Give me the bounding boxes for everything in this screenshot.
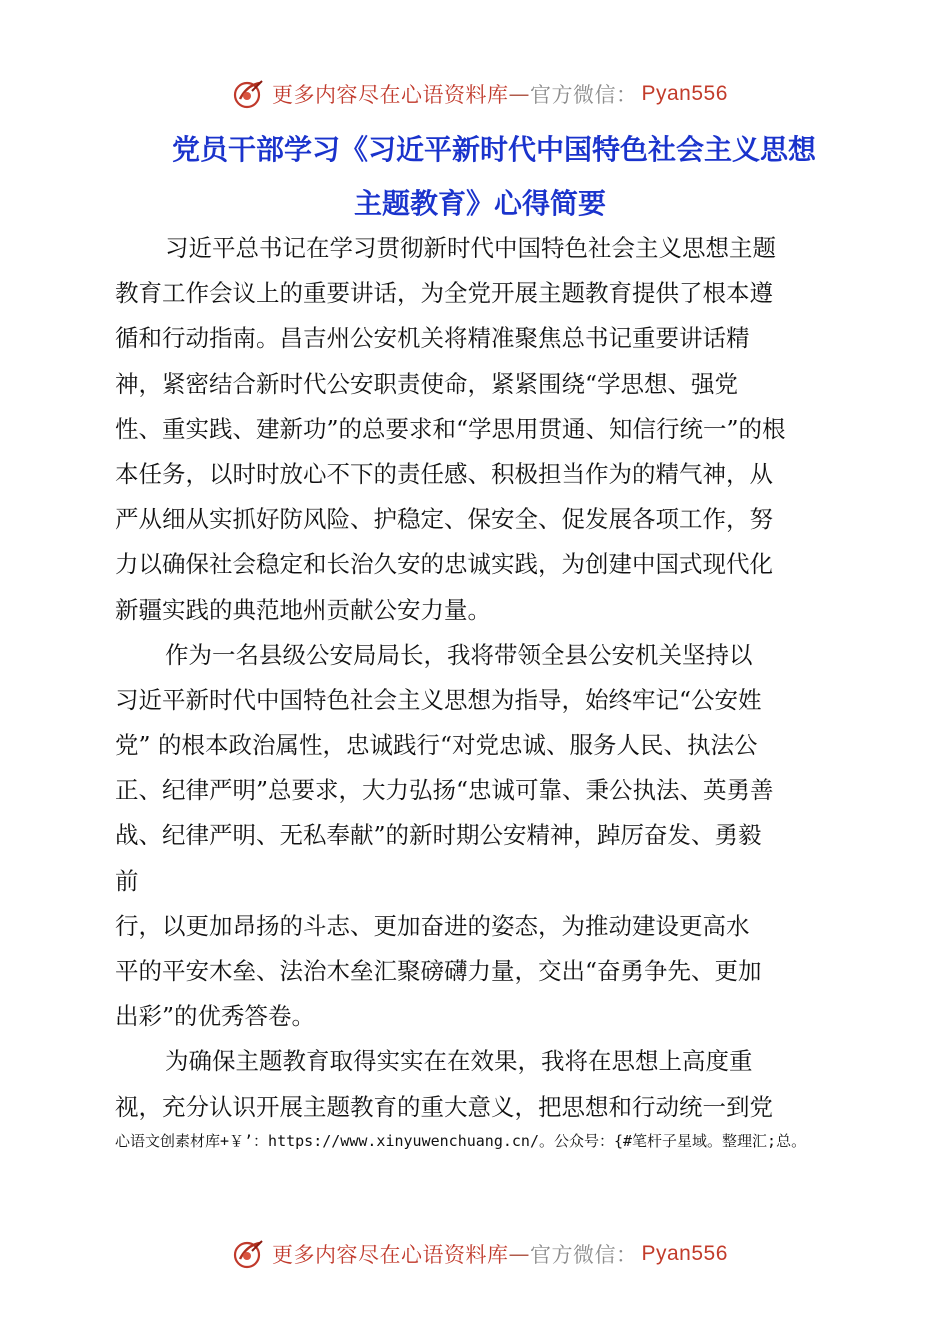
footnote-source: 心语文创素材库+￥’：https://www.xinyuwenchuang.cn/。公众号：{#笔杆子星域。整理汇;总。 xyxy=(115,1132,807,1150)
body-line: 习近平总书记在学习贯彻新时代中国特色社会主义思想主题 xyxy=(165,234,776,262)
body-line: 本任务，以时时放心不下的责任感、积极担当作为的精气神，从 xyxy=(115,459,773,488)
document-body xyxy=(115,226,845,1130)
body-line: 党” 的根本政治属性，忠诚践行“对党忠诚、服务人民、执法公 xyxy=(115,731,758,760)
watermark-wechat-id: Pyan556 xyxy=(641,82,728,105)
body-line: 严从细从实抓好防风险、护稳定、保安全、促发展各项工作，努 xyxy=(115,505,773,534)
body-line: 循和行动指南。昌吉州公安机关将精准聚焦总书记重要讲话精 xyxy=(115,324,750,353)
body-line: 新疆实践的典范地州贡献公安力量。 xyxy=(115,595,491,624)
body-line: 作为一名县级公安局局长，我将带领全县公安机关坚持以 xyxy=(165,640,753,669)
footer-watermark xyxy=(232,1234,752,1274)
header-watermark xyxy=(232,74,752,114)
body-line: 力以确保社会稳定和长治久安的忠诚实践，为创建中国式现代化 xyxy=(115,550,773,579)
body-line: 行，以更加昂扬的斗志、更加奋进的姿态，为推动建设更高水 xyxy=(115,911,750,940)
watermark-wechat-id: Pyan556 xyxy=(641,1242,728,1265)
body-line: 出彩”的优秀答卷。 xyxy=(115,1002,316,1031)
watermark-dash: — xyxy=(508,1242,530,1266)
watermark-wechat-label: 官方微信： xyxy=(530,83,638,107)
body-line: 前 xyxy=(115,866,139,895)
body-line: 视，充分认识开展主题教育的重大意义，把思想和行动统一到党 xyxy=(115,1092,773,1121)
body-line: 习近平新时代中国特色社会主义思想为指导，始终牢记“公安姓 xyxy=(115,685,762,714)
body-line: 为确保主题教育取得实实在在效果，我将在思想上高度重 xyxy=(165,1047,753,1076)
body-line: 神，紧密结合新时代公安职责使命，紧紧围绕“学思想、强党 xyxy=(115,369,739,398)
watermark-dash: — xyxy=(508,82,530,106)
logo-icon xyxy=(232,1237,266,1271)
body-line: 战、纪律严明、无私奉献”的新时期公安精神，踔厉奋发、勇毅 xyxy=(115,821,762,850)
document-title-line-2: 主题教育》心得简要 xyxy=(353,187,606,220)
watermark-text: 更多内容尽在心语资料库 xyxy=(272,83,509,107)
logo-icon xyxy=(232,77,266,111)
body-line: 性、重实践、建新功”的总要求和“学思用贯通、知信行统一”的根 xyxy=(115,414,786,443)
watermark-wechat-label: 官方微信： xyxy=(530,1243,638,1267)
body-line: 正、纪律严明”总要求，大力弘扬“忠诚可靠、秉公执法、英勇善 xyxy=(115,776,774,805)
body-line: 平的平安木垒、法治木垒汇聚磅礴力量，交出“奋勇争先、更加 xyxy=(115,957,762,985)
document-title-line-1: 党员干部学习《习近平新时代中国特色社会主义思想 xyxy=(172,133,817,166)
watermark-text: 更多内容尽在心语资料库 xyxy=(272,1243,509,1267)
body-line: 教育工作会议上的重要讲话，为全党开展主题教育提供了根本遵 xyxy=(115,279,773,308)
